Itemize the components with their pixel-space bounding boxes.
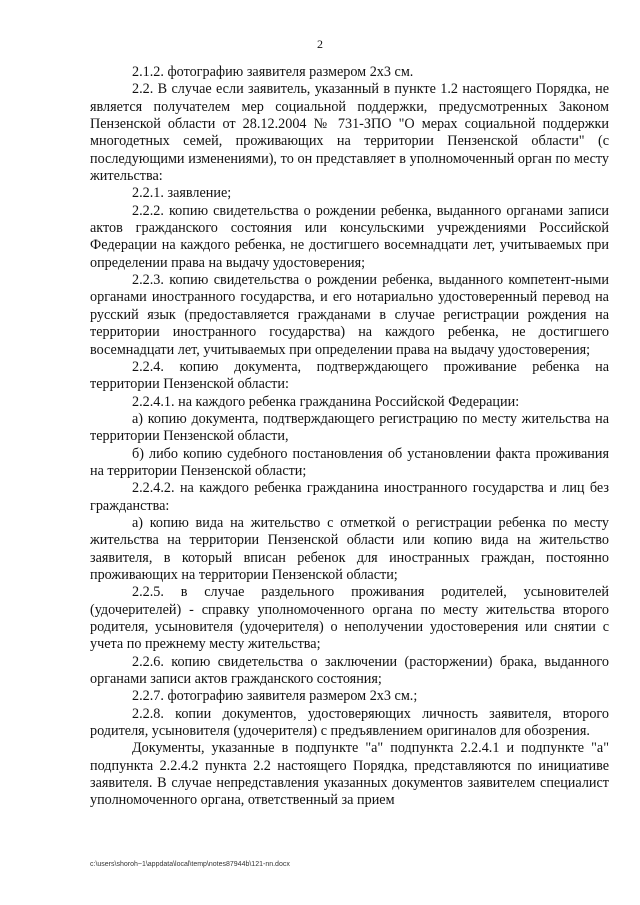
paragraph-2-2-4-1: 2.2.4.1. на каждого ребенка гражданина Российской Федерации: xyxy=(132,393,520,410)
paragraph-2-2-3: 2.2.3. копию свидетельства о рождении ребенка, выданного компетент-ными органами иностранного государства, и его нотариально удостоверенный перевод на русский язык (предоставляется гражданами в случае регистрации рождения на территории иностранного государства) на каждого ребенка, не достигшего восемнадцати лет, учитываемых при определении права на выдачу удостоверения; xyxy=(90,272,609,358)
paragraph-2-2-4-1-a: а) копию документа, подтверждающего регистрацию по месту жительства на территории Пензенской области, xyxy=(90,410,609,445)
paragraph-2-2-4-1-b: б) либо копию судебного постановления об установлении факта проживания на территории Пензенской области; xyxy=(90,445,609,479)
paragraph-2-2-7: 2.2.7. фотографию заявителя размером 2х3 см.; xyxy=(132,688,418,705)
paragraph-documents-note: Документы, указанные в подпункте "а" подпункта 2.2.4.1 и подпункте "а" подпункта 2.2.4.2 пункта 2.2 настоящего Порядка, представляются по инициативе заявителя. В случае непредставления указанных документов заявителем специалист уполномоченного органа, ответственный за прием xyxy=(90,740,609,809)
footer-file-path: c:\users\shoroh~1\appdata\local\temp\notes87944b\121-nn.docx xyxy=(90,861,290,868)
document-body xyxy=(90,64,609,810)
paragraph-2-2-2: 2.2.2. копию свидетельства о рождении ребенка, выданного органами записи актов гражданского состояния или консульскими учреждениями Российской Федерации на каждого ребенка, не достигшего восемнадцати лет, учитываемых при определении права на выдачу удостоверения; xyxy=(90,202,609,271)
paragraph-2-2-5: 2.2.5. в случае раздельного проживания родителей, усыновителей (удочерителей) - справку уполномоченного органа по месту жительства второго родителя, усыновителя (удочерителя) о неполучении удостоверения или снятии с учета по прежнему месту жительства; xyxy=(90,584,609,653)
paragraph-2-2: 2.2. В случае если заявитель, указанный в пункте 1.2 настоящего Порядка, не является получателем мер социальной поддержки, предусмотренных Законом Пензенской области от 28.12.2004 № 731-ЗПО "О мерах социальной поддержки многодетных семей, проживающих на территории Пензенской области" (с последующими изменениями), то он представляет в уполномоченный орган по месту жительства: xyxy=(90,81,609,185)
paragraph-2-1-2: 2.1.2. фотографию заявителя размером 2х3 см. xyxy=(132,64,414,80)
paragraph-2-2-8: 2.2.8. копии документов, удостоверяющих личность заявителя, второго родителя, усыновителя (удочерителя) с предъявлением оригиналов для обозрения. xyxy=(90,705,609,740)
page-number: 2 xyxy=(317,37,323,51)
paragraph-2-2-4: 2.2.4. копию документа, подтверждающего проживание ребенка на территории Пензенской области: xyxy=(90,358,609,393)
paragraph-2-2-1: 2.2.1. заявление; xyxy=(132,185,232,202)
paragraph-2-2-4-2-a: а) копию вида на жительство с отметкой о регистрации ребенка по месту жительства на территории Пензенской области или копию вида на жительство заявителя, в который вписан ребенок для иностранных граждан, постоянно проживающих на территории Пензенской области; xyxy=(90,514,609,583)
paragraph-2-2-6: 2.2.6. копию свидетельства о заключении (расторжении) брака, выданного органами записи актов гражданского состояния; xyxy=(90,653,609,688)
paragraph-2-2-4-2: 2.2.4.2. на каждого ребенка гражданина иностранного государства и лиц без гражданства: xyxy=(90,480,609,514)
